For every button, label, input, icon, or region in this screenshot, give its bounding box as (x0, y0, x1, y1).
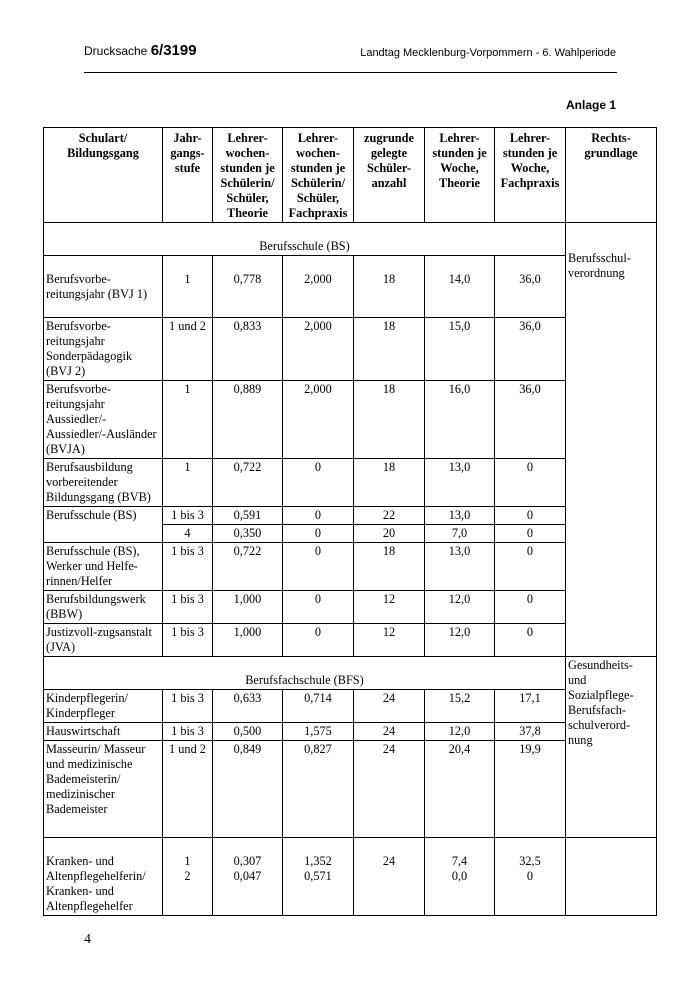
row-name: Justizvoll-zugsanstalt (JVA) (44, 624, 163, 657)
legal-basis-bs (566, 223, 657, 657)
row-stufe: 1 und 2 (163, 741, 213, 838)
row-stufe: 1 bis 3 (163, 723, 213, 741)
table-row-pflegehelfer (44, 838, 657, 916)
table-row (44, 318, 657, 381)
row-name: Masseurin/ Masseur und medizinische Bademeisterin/ medizinischer Bademeister (44, 741, 163, 838)
row-woche-theorie: 13,0 (425, 543, 495, 591)
row-woche-fachpraxis-cell (495, 838, 566, 916)
row-name: Berufsschule (BS) (44, 507, 163, 543)
table-row (44, 459, 657, 507)
row-woche-fachpraxis: 0 (495, 525, 566, 543)
row-name: Kinderpflegerin/ Kinderpfleger (44, 690, 163, 723)
row-fachpraxis: 0 (283, 525, 354, 543)
header-rechtsgrundlage: Rechts-grundlage (566, 128, 657, 223)
row-anzahl: 12 (354, 624, 425, 657)
row-fachpraxis-2: 0,571 (304, 869, 332, 883)
row-theorie: 0,778 (213, 256, 283, 318)
row-woche-fachpraxis: 0 (495, 543, 566, 591)
table-row (44, 690, 657, 723)
row-fachpraxis: 0 (283, 507, 354, 525)
table-header-row (44, 128, 657, 223)
table-row (44, 741, 657, 838)
row-anzahl: 24 (354, 741, 425, 838)
row-stufe: 1 (163, 459, 213, 507)
row-theorie: 0,633 (213, 690, 283, 723)
row-woche-fachpraxis: 0 (495, 591, 566, 624)
row-woche-theorie: 12,0 (425, 723, 495, 741)
row-name: Berufsschule (BS), Werker und Helfe-rinnen/Helfer (44, 543, 163, 591)
header-jahrgangsstufe: Jahr-gangs-stufe (163, 128, 213, 223)
section-title-bfs: Berufsfachschule (BFS) (44, 657, 566, 690)
row-stufe-cell (163, 838, 213, 916)
row-stufe: 4 (163, 525, 213, 543)
row-name: Berufsvorbe-reitungsjahr (BVJ 1) (44, 256, 163, 318)
row-fachpraxis-cell (283, 838, 354, 916)
table-row (44, 381, 657, 459)
table-row (44, 624, 657, 657)
row-theorie: 0,889 (213, 381, 283, 459)
row-theorie: 0,722 (213, 459, 283, 507)
row-theorie: 1,000 (213, 591, 283, 624)
row-woche-fachpraxis: 36,0 (495, 381, 566, 459)
row-woche-theorie: 20,4 (425, 741, 495, 838)
row-stufe: 1 bis 3 (163, 543, 213, 591)
page-number: 4 (84, 932, 91, 947)
legal-basis-bfs-text: Gesundheits- und Sozialpflege-Berufsfach-schulverord-nung (568, 658, 634, 747)
header-theorie: Lehrer-wochen-stunden je Schülerin/ Schüler, Theorie (213, 128, 283, 223)
row-fachpraxis: 1,575 (283, 723, 354, 741)
header-schueleranzahl: zugrunde gelegte Schüler-anzahl (354, 128, 425, 223)
row-woche-fachpraxis-1: 32,5 (519, 854, 541, 868)
row-anzahl: 18 (354, 318, 425, 381)
section-title-bs: Berufsschule (BS) (44, 223, 566, 256)
row-theorie: 1,000 (213, 624, 283, 657)
row-anzahl: 12 (354, 591, 425, 624)
annex-label: Anlage 1 (565, 98, 616, 112)
legal-basis-bfs (566, 657, 657, 838)
row-woche-fachpraxis: 0 (495, 507, 566, 525)
row-woche-theorie: 7,0 (425, 525, 495, 543)
row-woche-theorie: 15,2 (425, 690, 495, 723)
row-woche-fachpraxis: 19,9 (495, 741, 566, 838)
row-anzahl: 24 (354, 690, 425, 723)
row-stufe-2: 2 (184, 869, 191, 883)
row-anzahl: 22 (354, 507, 425, 525)
document-number-prefix: Drucksache (84, 44, 148, 58)
row-fachpraxis: 0,827 (283, 741, 354, 838)
row-woche-fachpraxis: 36,0 (495, 256, 566, 318)
row-woche-theorie: 16,0 (425, 381, 495, 459)
section-row-bfs (44, 657, 657, 690)
row-fachpraxis: 2,000 (283, 256, 354, 318)
row-woche-fachpraxis-2: 0 (526, 869, 534, 883)
row-anzahl: 24 (354, 838, 425, 916)
document-number (84, 42, 197, 59)
row-fachpraxis: 0,714 (283, 690, 354, 723)
row-theorie: 0,833 (213, 318, 283, 381)
row-name: Berufsbildungswerk (BBW) (44, 591, 163, 624)
row-theorie: 0,722 (213, 543, 283, 591)
row-theorie: 0,500 (213, 723, 283, 741)
row-woche-fachpraxis: 36,0 (495, 318, 566, 381)
row-fachpraxis: 0 (283, 624, 354, 657)
header-woche-fachpraxis: Lehrer-stunden je Woche, Fachpraxis (495, 128, 566, 223)
row-fachpraxis: 0 (283, 543, 354, 591)
document-number-value: 6/3199 (150, 42, 197, 59)
row-stufe: 1 und 2 (163, 318, 213, 381)
table-row (44, 507, 657, 525)
row-name: Kranken- und Altenpflegehelferin/ Kranken- und Altenpflegehelfer (44, 838, 163, 916)
row-woche-theorie: 14,0 (425, 256, 495, 318)
row-fachpraxis: 0 (283, 591, 354, 624)
legal-basis-bs-text: Berufsschul-verordnung (568, 251, 631, 280)
row-fachpraxis: 2,000 (283, 318, 354, 381)
header-rule (84, 72, 617, 73)
row-woche-fachpraxis: 0 (495, 624, 566, 657)
row-name: Hauswirtschaft (44, 723, 163, 741)
row-woche-theorie-2: 0,0 (451, 869, 468, 883)
row-woche-theorie-1: 7,4 (451, 854, 468, 868)
row-stufe: 1 (163, 256, 213, 318)
row-theorie-cell (213, 838, 283, 916)
teacher-hours-table (43, 127, 657, 916)
row-theorie-1: 0,307 (233, 854, 262, 868)
row-stufe: 1 bis 3 (163, 591, 213, 624)
parliament-title: Landtag Mecklenburg-Vorpommern - 6. Wahlperiode (360, 47, 616, 59)
table-row (44, 256, 657, 318)
row-stufe: 1 bis 3 (163, 690, 213, 723)
row-theorie: 0,350 (213, 525, 283, 543)
row-name: Berufsvorbe-reitungsjahr Aussiedler/-Aussiedler/-Ausländer (BVJA) (44, 381, 163, 459)
row-woche-theorie: 12,0 (425, 624, 495, 657)
row-stufe: 1 (163, 381, 213, 459)
row-theorie: 0,591 (213, 507, 283, 525)
row-name: Berufsvorbe-reitungsjahr Sonderpädagogik (BVJ 2) (44, 318, 163, 381)
row-woche-theorie: 12,0 (425, 591, 495, 624)
table-row (44, 723, 657, 741)
row-woche-theorie: 15,0 (425, 318, 495, 381)
row-anzahl: 18 (354, 256, 425, 318)
row-woche-theorie-cell (425, 838, 495, 916)
header-woche-theorie: Lehrer-stunden je Woche, Theorie (425, 128, 495, 223)
row-woche-theorie: 13,0 (425, 507, 495, 525)
row-stufe-1: 1 (184, 854, 191, 868)
row-anzahl: 24 (354, 723, 425, 741)
row-anzahl: 18 (354, 381, 425, 459)
row-fachpraxis: 2,000 (283, 381, 354, 459)
legal-basis-empty (566, 838, 657, 916)
row-theorie: 0,849 (213, 741, 283, 838)
row-name: Berufsausbildung vorbereitender Bildungsgang (BVB) (44, 459, 163, 507)
table-row (44, 591, 657, 624)
table-row (44, 543, 657, 591)
header-fachpraxis: Lehrer-wochen-stunden je Schülerin/ Schüler, Fachpraxis (283, 128, 354, 223)
row-anzahl: 18 (354, 459, 425, 507)
row-stufe: 1 bis 3 (163, 507, 213, 525)
row-woche-fachpraxis: 0 (495, 459, 566, 507)
row-anzahl: 20 (354, 525, 425, 543)
row-theorie-2: 0,047 (233, 869, 262, 883)
row-fachpraxis: 0 (283, 459, 354, 507)
row-fachpraxis-1: 1,352 (304, 854, 332, 868)
header-schulart: Schulart/ Bildungsgang (44, 128, 163, 223)
row-woche-fachpraxis: 17,1 (495, 690, 566, 723)
row-stufe: 1 bis 3 (163, 624, 213, 657)
row-woche-fachpraxis: 37,8 (495, 723, 566, 741)
row-woche-theorie: 13,0 (425, 459, 495, 507)
section-row-bs (44, 223, 657, 256)
row-anzahl: 18 (354, 543, 425, 591)
